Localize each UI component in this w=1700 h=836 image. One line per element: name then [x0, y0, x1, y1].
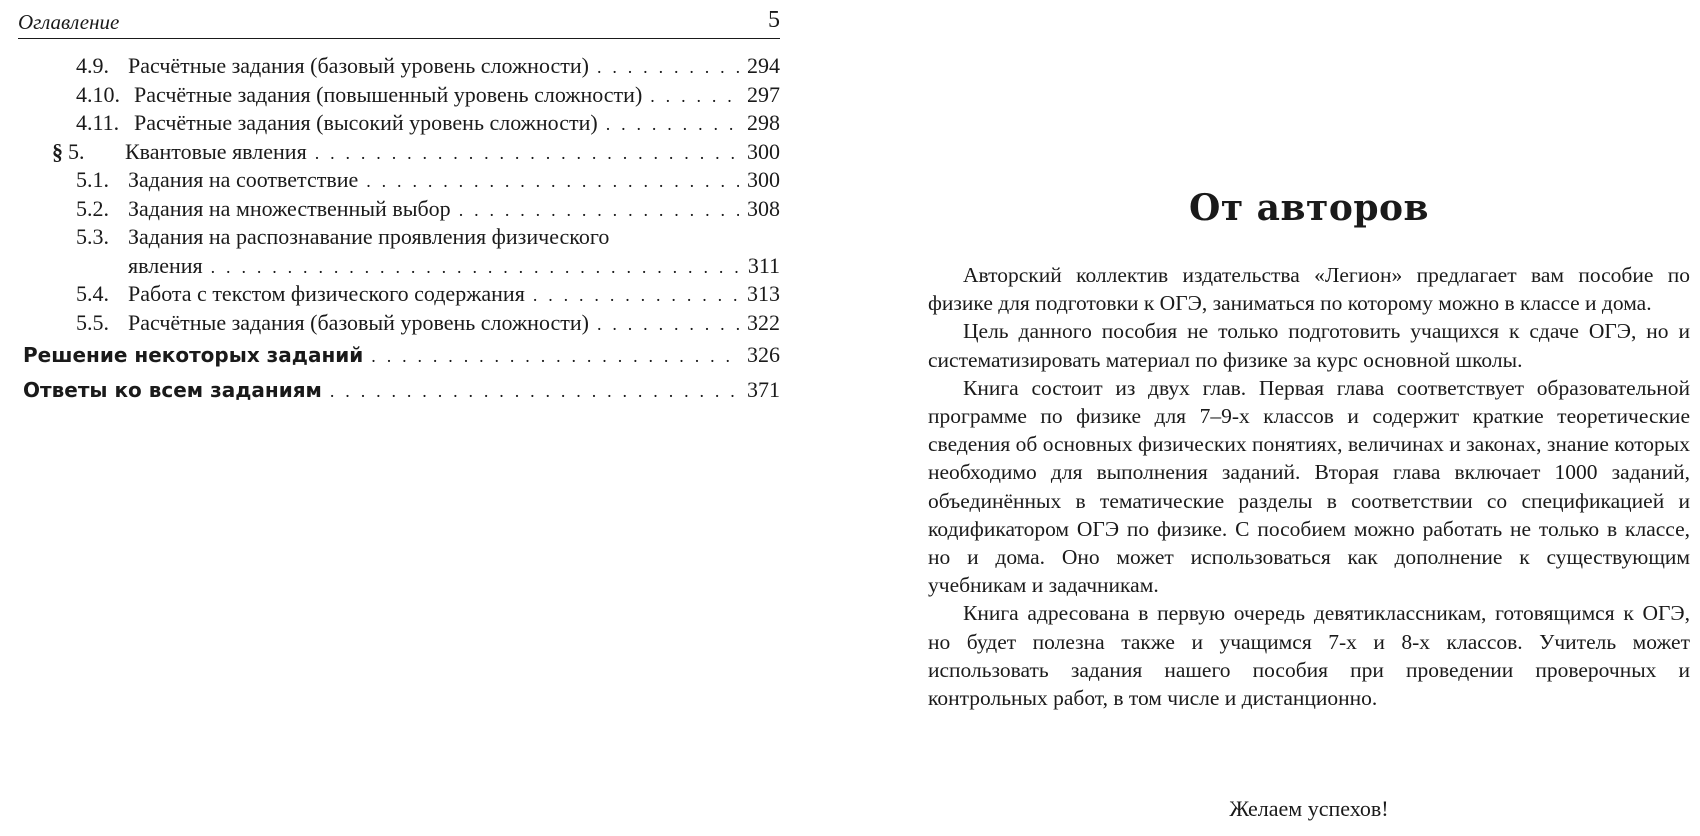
toc-dot-leader: [606, 110, 739, 139]
toc-dot-leader: [371, 339, 739, 373]
toc-page-number: 308: [747, 195, 780, 221]
toc-page-number: 300: [747, 167, 780, 192]
toc-dot-leader: [597, 53, 739, 82]
toc-number: 5.: [68, 138, 85, 164]
toc-title-line-2: явления: [128, 252, 203, 278]
toc-title: Задания на множественный выбор: [128, 195, 451, 221]
toc-title: Расчётные задания (базовый уровень сложности): [128, 309, 589, 335]
toc-entry-section-5[interactable]: [18, 138, 780, 167]
toc-entry-4-10[interactable]: [18, 81, 780, 110]
toc-number: 4.11.: [76, 110, 120, 135]
body-text: [928, 261, 1690, 712]
toc-entry-5-4[interactable]: [18, 280, 780, 309]
toc-dot-leader: [330, 374, 739, 408]
toc-page-number: 313: [747, 281, 780, 306]
toc-number: 5.4.: [76, 281, 109, 306]
toc-title: Расчётные задания (повышенный уровень сложности): [134, 81, 643, 107]
toc-page-number: 371: [747, 377, 780, 402]
page-number: 5: [768, 7, 780, 33]
toc-dot-leader: [650, 82, 739, 111]
toc-number: 5.2.: [76, 195, 109, 221]
toc-number: 5.1.: [76, 167, 109, 192]
toc-entry-solutions[interactable]: [18, 338, 780, 372]
toc-title: Работа с текстом физического содержания: [128, 281, 525, 306]
section-sign: §: [52, 138, 63, 164]
toc-page-number: 322: [747, 309, 780, 335]
toc-dot-leader: [211, 253, 740, 282]
toc-entry-5-3[interactable]: [18, 223, 780, 280]
toc-entry-answers[interactable]: [18, 373, 780, 407]
toc-page-number: 300: [747, 138, 780, 164]
table-of-contents: [18, 52, 780, 407]
toc-entry-5-5[interactable]: [18, 309, 780, 338]
toc-number: 5.3.: [76, 224, 109, 249]
running-header: [18, 8, 780, 39]
toc-number: 4.9.: [76, 53, 109, 78]
toc-page-number: 311: [747, 252, 780, 278]
toc-entry-4-9[interactable]: [18, 52, 780, 81]
toc-dot-leader: [597, 310, 739, 339]
toc-number: 4.10.: [76, 81, 120, 107]
paragraph: Цель данного пособия не только подготовить учащихся к сдаче ОГЭ, но и систематизировать материал по физике за курс основной школы.: [928, 319, 1690, 372]
paragraph: Книга состоит из двух глав. Первая глава соответствует образовательной программе по физике для 7–9-х классов и содержит краткие теоретические сведения об основных физических понятиях, величинах и законах, знание которых необходимо для выполнения заданий. Вторая глава включает 1000 заданий, объединённых в тематические разделы в соответствии со спецификацией и кодификатором ОГЭ по физике. С пособием можно работать не только в классе, но и дома. Оно может использоваться как дополнение к существующим учебникам и задачникам.: [928, 375, 1690, 598]
toc-dot-leader: [459, 196, 739, 225]
paragraph: Книга адресована в первую очередь девятиклассникам, готовящимся к ОГЭ, но будет полезна также и учащимся 7-х и 8-х классов. Учитель может использовать задания нашего пособия при проведении проверочных и контрольных работ, в том числе и дистанционно.: [928, 601, 1690, 711]
toc-title: Расчётные задания (базовый уровень сложности): [128, 53, 589, 78]
section-title: От авторов: [1188, 187, 1430, 229]
toc-title-line-1: Задания на распознавание проявления физического: [128, 224, 610, 249]
toc-dot-leader: [533, 281, 739, 310]
running-title: Оглавление: [18, 10, 120, 34]
toc-entry-5-2[interactable]: [18, 195, 780, 224]
toc-number: 5.5.: [76, 309, 109, 335]
toc-entry-4-11[interactable]: [18, 109, 780, 138]
toc-page-number: 326: [747, 342, 780, 367]
toc-page-number: 294: [747, 53, 780, 78]
toc-page-number: 297: [747, 81, 780, 107]
toc-entry-5-1[interactable]: [18, 166, 780, 195]
toc-dot-leader: [366, 167, 739, 196]
toc-title: Расчётные задания (высокий уровень сложности): [134, 110, 598, 135]
toc-section-number: [52, 138, 85, 167]
right-page: [928, 0, 1690, 836]
toc-dot-leader: [315, 139, 739, 168]
toc-title: Ответы ко всем заданиям: [23, 378, 322, 402]
paragraph: Авторский коллектив издательства «Легион» предлагает вам пособие по физике для подготовки к ОГЭ, заниматься по которому можно в классе и дома.: [928, 263, 1690, 316]
toc-page-number: 298: [747, 110, 780, 135]
left-page: [18, 0, 780, 836]
toc-title: Задания на соответствие: [128, 167, 359, 192]
closing-line: Желаем успехов!: [1229, 796, 1389, 821]
toc-title: Квантовые явления: [125, 138, 307, 164]
toc-title: Решение некоторых заданий: [23, 343, 364, 367]
